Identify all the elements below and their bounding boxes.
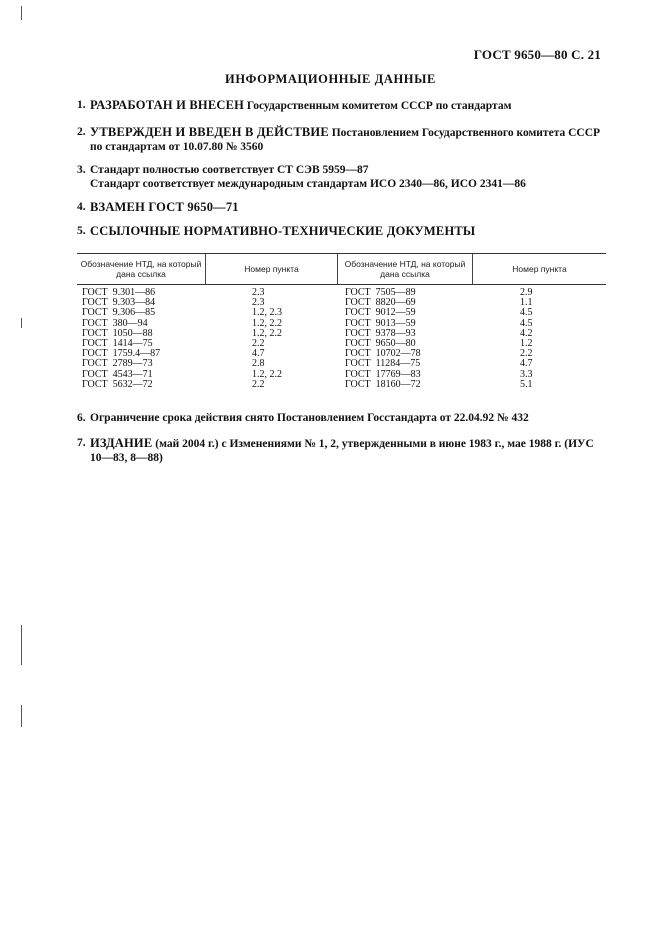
info-item-3 bbox=[77, 163, 607, 191]
item-lead: УТВЕРЖДЕН И ВВЕДЕН В ДЕЙСТВИЕ bbox=[90, 125, 329, 139]
item-number: 2. bbox=[77, 126, 86, 138]
item-text: Ограничение срока действия снято Постановлением Госстандарта от 22.04.92 № 432 bbox=[90, 412, 529, 424]
ntd-designation: ГОСТ 380—94 bbox=[82, 317, 148, 329]
item-number-cell: 1.2, 2.3 bbox=[252, 307, 282, 319]
scan-mark bbox=[21, 6, 22, 20]
ntd-designation: ГОСТ 9.301—86 bbox=[82, 287, 156, 298]
table-header-row bbox=[77, 253, 606, 285]
info-item-1 bbox=[77, 98, 607, 113]
item-number-cell: 2.8 bbox=[252, 358, 265, 370]
scan-mark bbox=[21, 705, 22, 727]
item-text-line-1: Стандарт полностью соответствует СТ СЭВ 5959—87 bbox=[90, 164, 369, 176]
info-item-6 bbox=[77, 411, 607, 425]
item-number-cell: 4.7 bbox=[252, 348, 265, 360]
item-number: 7. bbox=[77, 437, 86, 449]
item-number-cell: 2.2 bbox=[252, 337, 265, 349]
col-header-designation-right: Обозначение НТД, на который дана ссылка bbox=[344, 259, 466, 279]
item-number-cell: 2.2 bbox=[252, 378, 265, 390]
ntd-designation: ГОСТ 4543—71 bbox=[82, 368, 153, 380]
item-number: 6. bbox=[77, 412, 86, 424]
ntd-designation: ГОСТ 1050—88 bbox=[82, 327, 153, 339]
item-number-cell: 5.1 bbox=[520, 378, 533, 390]
item-text: (май 2004 г.) с Изменениями № 1, 2, утвержденными в июне 1983 г., мае 1988 г. (ИУС 10—83, 8—88) bbox=[90, 438, 594, 464]
ntd-designation: ГОСТ 1414—75 bbox=[82, 337, 153, 349]
item-number-cell: 1.2 bbox=[520, 337, 533, 349]
table-body bbox=[77, 288, 606, 390]
info-item-5 bbox=[77, 224, 607, 239]
item-text-line-2: Стандарт соответствует международным стандартам ИСО 2340—86, ИСО 2341—86 bbox=[90, 178, 526, 190]
item-number-cell: 3.3 bbox=[520, 368, 533, 380]
scan-mark bbox=[21, 318, 22, 328]
col-header-designation-left: Обозначение НТД, на который дана ссылка bbox=[80, 259, 202, 279]
info-item-2 bbox=[77, 125, 607, 154]
ntd-designation: ГОСТ 9650—80 bbox=[345, 337, 416, 349]
ntd-designation: ГОСТ 17769—83 bbox=[345, 368, 421, 380]
ntd-designation: ГОСТ 9.303—84 bbox=[82, 297, 156, 309]
item-number-cell: 1.2, 2.2 bbox=[252, 368, 282, 380]
ntd-designation: ГОСТ 7505—89 bbox=[345, 287, 416, 298]
item-number-cell: 4.5 bbox=[520, 307, 533, 319]
ntd-designation: ГОСТ 18160—72 bbox=[345, 378, 421, 390]
item-lead: РАЗРАБОТАН И ВНЕСЕН bbox=[90, 98, 245, 112]
item-number-cell: 2.2 bbox=[520, 348, 533, 360]
document-section-title: ИНФОРМАЦИОННЫЕ ДАННЫЕ bbox=[225, 72, 436, 86]
item-text: Постановлением Государственного комитета СССР по стандартам от 10.07.80 № 3560 bbox=[90, 127, 601, 153]
ntd-designation: ГОСТ 9013—59 bbox=[345, 317, 416, 329]
item-number-cell: 2.3 bbox=[252, 287, 265, 298]
page-number-header: ГОСТ 9650—80 С. 21 bbox=[473, 47, 601, 62]
item-number-cell: 1.2, 2.2 bbox=[252, 327, 282, 339]
ntd-designation: ГОСТ 1759.4—87 bbox=[82, 348, 161, 360]
item-number-cell: 2.9 bbox=[520, 287, 533, 298]
item-number: 1. bbox=[77, 99, 86, 111]
info-item-7 bbox=[77, 436, 607, 465]
ntd-designation: ГОСТ 2789—73 bbox=[82, 358, 153, 370]
item-lead: ВЗАМЕН ГОСТ 9650—71 bbox=[90, 200, 239, 214]
item-number: 3. bbox=[77, 164, 86, 176]
item-number-cell: 2.3 bbox=[252, 297, 265, 309]
item-lead: ИЗДАНИЕ bbox=[90, 436, 153, 450]
item-number-cell: 4.5 bbox=[520, 317, 533, 329]
item-number-cell: 4.2 bbox=[520, 327, 533, 339]
ntd-designation: ГОСТ 11284—75 bbox=[345, 358, 421, 370]
col-header-item-left: Номер пункта bbox=[244, 264, 299, 274]
info-item-4 bbox=[77, 200, 607, 215]
table-row bbox=[77, 380, 606, 390]
item-number: 5. bbox=[77, 225, 86, 237]
col-header-item-right: Номер пункта bbox=[512, 264, 567, 274]
item-number: 4. bbox=[77, 201, 86, 213]
ntd-designation: ГОСТ 9012—59 bbox=[345, 307, 416, 319]
item-text: Государственным комитетом СССР по стандартам bbox=[244, 100, 512, 112]
ntd-designation: ГОСТ 9.306—85 bbox=[82, 307, 156, 319]
ntd-designation: ГОСТ 10702—78 bbox=[345, 348, 421, 360]
ntd-designation: ГОСТ 8820—69 bbox=[345, 297, 416, 309]
table-row bbox=[77, 359, 606, 369]
item-number-cell: 1.1 bbox=[520, 297, 533, 309]
ntd-designation: ГОСТ 5632—72 bbox=[82, 378, 153, 390]
item-number-cell: 4.7 bbox=[520, 358, 533, 370]
item-number-cell: 1.2, 2.2 bbox=[252, 317, 282, 329]
reference-documents-table bbox=[77, 253, 606, 390]
scan-mark bbox=[21, 625, 22, 665]
ntd-designation: ГОСТ 9378—93 bbox=[345, 327, 416, 339]
item-lead: ССЫЛОЧНЫЕ НОРМАТИВНО-ТЕХНИЧЕСКИЕ ДОКУМЕНТЫ bbox=[90, 224, 476, 238]
